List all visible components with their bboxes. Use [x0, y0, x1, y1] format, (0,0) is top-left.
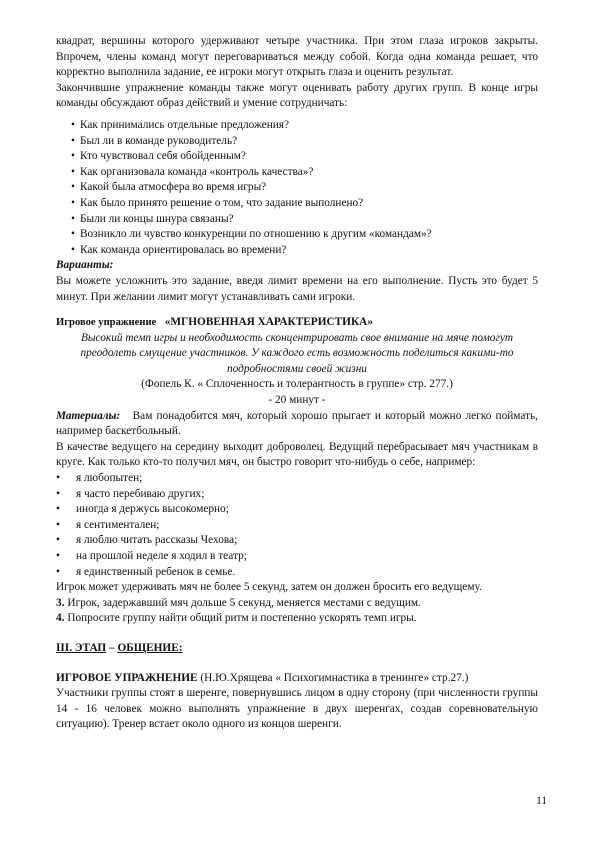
exercise-duration: - 20 минут - [268, 394, 326, 407]
list-item: • Был ли в команде руководитель? [71, 134, 538, 150]
document-page [56, 34, 538, 733]
list-item: • Как принимались отдельные предложения? [71, 118, 538, 134]
exercise-label: Игровое упражнение [56, 317, 157, 329]
stage-title: ОБЩЕНИЕ: [117, 641, 183, 654]
stage-number: III. ЭТАП [56, 641, 107, 654]
game-description: Участники группы стоят в шеренге, повернувшись лицом в одну сторону (при численности группы 14 - 16 человек можно выполнять упражнение в двух шеренгах, создав соревновательную ситуацию). Тренер встает около одного из концов шеренги. [56, 687, 538, 731]
list-item: • я люблю читать рассказы Чехова; [56, 533, 538, 549]
exercise-heading [56, 315, 538, 331]
list-item: • я единственный ребенок в семье. [56, 565, 538, 581]
list-item: • иногда я держусь высокомерно; [56, 502, 538, 518]
list-item: • Как было принято решение о том, что задание выполнено? [71, 196, 538, 212]
exercise-title: «МГНОВЕННАЯ ХАРАКТЕРИСТИКА» [164, 316, 373, 329]
list-item: • Возникло ли чувство конкуренции по отношению к другим «командам»? [71, 227, 538, 243]
paragraph-intro: квадрат, вершины которого удерживают четыре участника. При этом глаза игроков закрыты. Впрочем, члены команд могут переговариваться между собой. Когда одна команда решает, что корректно выполнила задание, ее игроки могут открыть глаза и оценить результат. [56, 35, 538, 79]
game-heading [56, 671, 538, 687]
game-label: ИГРОВОЕ УПРАЖНЕНИЕ [56, 671, 198, 684]
variants-text: Вы можете усложнить это задание, введя лимит времени на его выполнение. Пусть это будет 5 минут. При желании лимит могут устанавливать сами игроки. [56, 274, 538, 303]
materials-label: Материалы: [56, 409, 121, 422]
list-item: • Как команда ориентировалась во времени? [71, 243, 538, 259]
list-item: • Были ли концы шнура связаны? [71, 212, 538, 228]
step-text: Попросите группу найти общий ритм и постепенно ускорять темп игры. [67, 612, 417, 625]
list-item: • на прошлой неделе я ходил в театр; [56, 549, 538, 565]
discussion-questions-list [56, 118, 538, 258]
list-item: • Кто чувствовал себя обойденным? [71, 149, 538, 165]
exercise-source: (Фопель К. « Сплоченность и толерантность в группе» стр. 277.) [141, 378, 453, 391]
exercise-description: Высокий темп игры и необходимость сконцентрировать свое внимание на мяче помогут преодолеть смущение участников. У каждого есть возможность поделиться какими-то подробностями своей жизни [80, 331, 514, 375]
page-number: 11 [536, 795, 547, 807]
examples-list [56, 471, 538, 580]
paragraph-discussion: Закончившие упражнение команды также могут оценивать работу других групп. В конце игры команды обсуждают образ действий и умение сотрудничать: [56, 81, 538, 110]
materials-text: Вам понадобится мяч, который хорошо прыгает и который можно легко поймать, например баскетбольный. [56, 409, 538, 438]
stage-dash: – [106, 641, 118, 654]
list-item: • я сентиментален; [56, 518, 538, 534]
list-item: • Какой была атмосфера во время игры? [71, 180, 538, 196]
list-item: • Как организовала команда «контроль качества»? [71, 165, 538, 181]
stage-heading [56, 641, 538, 657]
list-item: • я часто перебиваю других; [56, 487, 538, 503]
hold-rule: Игрок может удерживать мяч не более 5 секунд, затем он должен бросить его ведущему. [56, 581, 482, 594]
game-source: (Н.Ю.Хрящева « Психогимнастика в тренинге» стр.27.) [197, 671, 469, 684]
materials-paragraph [56, 409, 538, 440]
step-4 [56, 611, 538, 627]
step-3 [56, 596, 538, 612]
step-number: 4. [56, 612, 65, 625]
step-number: 3. [56, 596, 65, 609]
step-text: Игрок, задержавший мяч дольше 5 секунд, меняется местами с ведущим. [67, 596, 421, 609]
leader-paragraph: В качестве ведущего на середину выходит доброволец. Ведущий перебрасывает мяч участникам в круге. Как только кто-то получил мяч, он быстро говорит что-нибудь о себе, например: [56, 440, 538, 469]
variants-heading: Варианты: [56, 259, 114, 272]
list-item: • я любопытен; [56, 471, 538, 487]
